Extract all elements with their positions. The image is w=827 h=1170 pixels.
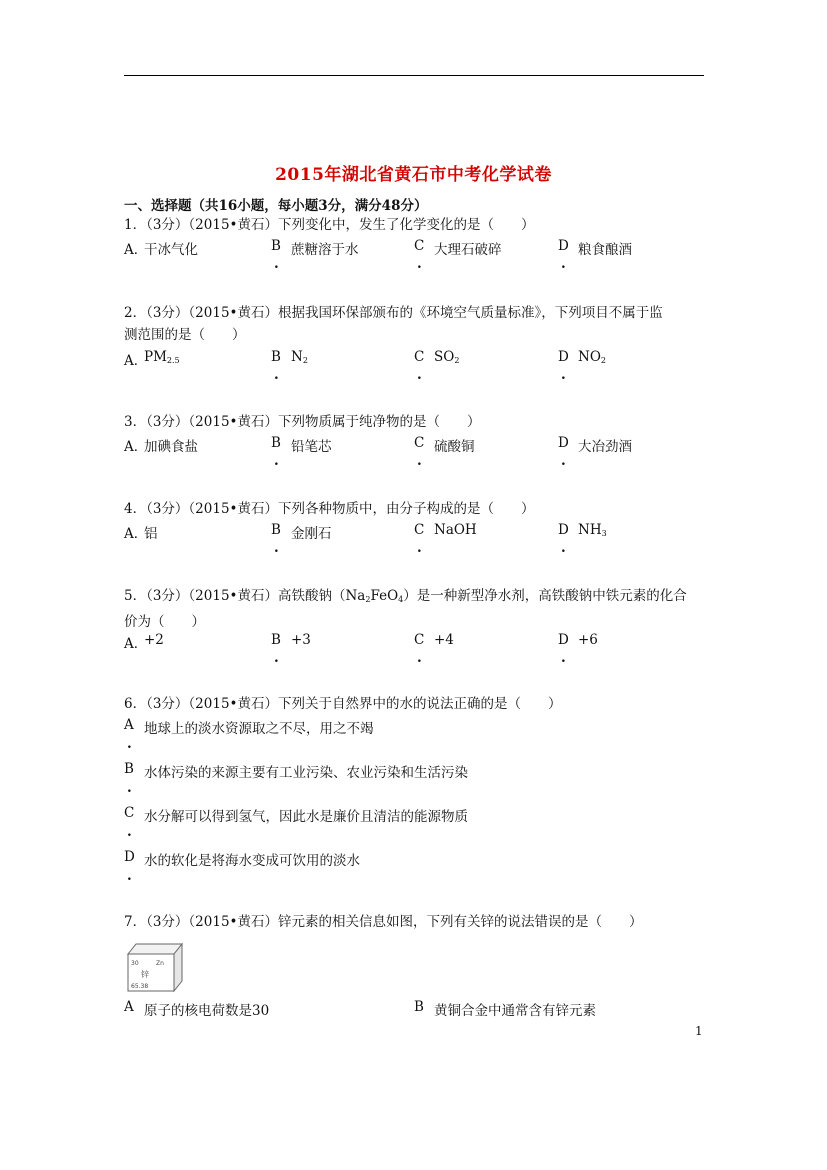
page-number: 1 (695, 1024, 703, 1038)
zinc-element-card (126, 942, 184, 992)
question-6-text: 6．（3分）（2015•黄石）下列关于自然界中的水的说法正确的是（ ） (124, 696, 562, 712)
question-4-options: A． 铝 B . 金刚石 C . NaOH D . $NH_3$ (124, 522, 607, 556)
page-title: 2015年湖北省黄石市中考化学试卷 (275, 165, 552, 185)
element-name: 锌 (141, 970, 149, 979)
question-4-text: 4．（3分）（2015•黄石）下列各种物质中，由分子构成的是（ ） (124, 501, 535, 517)
element-symbol: Zn (156, 960, 164, 967)
question-2-text (124, 302, 708, 346)
question-7-text: 7．（3分）（2015•黄石）锌元素的相关信息如图，下列有关锌的说法错误的是（ ） (124, 914, 643, 930)
section-heading: 一、选择题（共16小题，每小题3分，满分48分） (124, 198, 428, 214)
question-2-line-1: 2．（3分）（2015•黄石）根据我国环保部颁布的《环境空气质量标准》，下列项目不属于监 (124, 305, 663, 321)
header-rule (124, 75, 704, 76)
question-2-options: A． $PM_{2.5}$ B . $N_2$ C . $SO_2$ D . $NO_2$ (124, 349, 606, 383)
question-5-line-2: 价为（ ） (124, 614, 205, 630)
question-5-text (124, 585, 708, 633)
question-3-text: 3．（3分）（2015•黄石）下列物质属于纯净物的是（ ） (124, 414, 481, 430)
question-2-line-2: 测范围的是（ ） (124, 327, 246, 343)
atomic-mass: 65.38 (131, 983, 149, 990)
question-3-options: A． 加碘食盐 B . 铅笔芯 C . 硫酸铜 D . 大冶劲酒 (124, 435, 632, 469)
question-5-line-1: 5．（3分）（2015•黄石）高铁酸钠$(Na_2FeO_4)$是一种新型净水剂，高铁酸钠中铁元素的化合 (124, 588, 687, 604)
question-1-text: 1．（3分）（2015•黄石）下列变化中，发生了化学变化的是（ ） (124, 217, 535, 233)
question-7-options: A 原子的核电荷数是30 B 黄铜合金中通常含有锌元素 (124, 999, 596, 1019)
question-5-options: A． +2 B . +3 C . +4 D . +6 (124, 632, 598, 666)
atomic-number: 30 (131, 960, 139, 967)
question-1-options: A． 干冰气化 B . 蔗糖溶于水 C . 大理石破碎 D . 粮食酿酒 (124, 238, 632, 272)
